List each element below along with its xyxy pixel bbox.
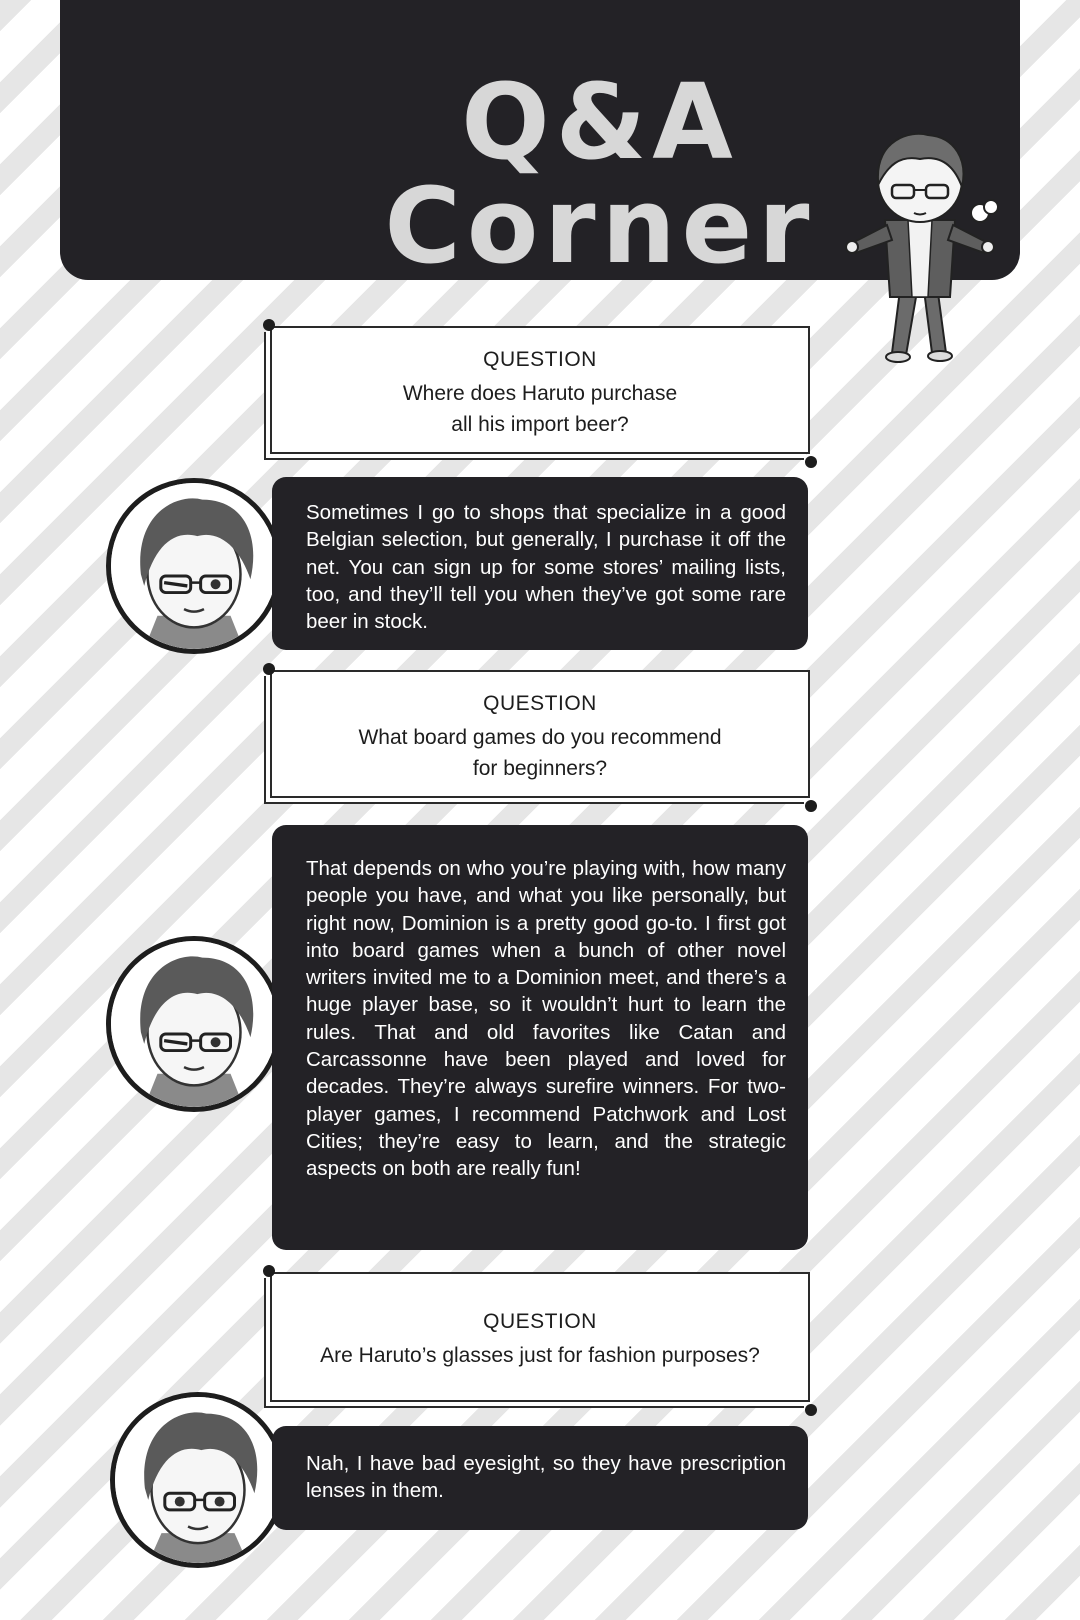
question-box-1 — [270, 326, 810, 454]
answer-box-1 — [272, 477, 808, 650]
chibi-character-illustration — [840, 125, 1000, 375]
question-box-2 — [270, 670, 810, 798]
question-box-3 — [270, 1272, 810, 1402]
answer-box-2 — [272, 825, 808, 1250]
haruto-avatar-winking — [106, 936, 282, 1112]
title-line-2: Corner — [384, 165, 816, 287]
answer-box-3 — [272, 1426, 808, 1530]
answer-text: That depends on who you’re playing with, how many people you have, and what you like personally, but right now, Dominion is a pretty good go-to. I first got into board games when a bunch of other novel writers invited me to a Dominion meet, and there’s a huge player base, so it wouldn’t hurt to learn the rules. That and old favorites like Catan and Carcassonne have been played and loved for decades. They’re always surefire winners. For two-player games, I recommend Patchwork and Lost Cities; they’re easy to learn, and the strategic aspects on both are really fun! — [306, 857, 786, 1181]
answer-text: Nah, I have bad eyesight, so they have prescription lenses in them. — [306, 1452, 786, 1503]
page-title — [350, 61, 850, 287]
question-text: What board games do you recommend for beginners? — [358, 726, 722, 780]
haruto-avatar-winking — [106, 478, 282, 654]
question-label: QUESTION — [483, 348, 597, 371]
question-text: Where does Haruto purchase all his import beer? — [402, 382, 678, 436]
question-label: QUESTION — [483, 1310, 597, 1333]
question-text: Are Haruto’s glasses just for fashion purposes? — [320, 1344, 760, 1367]
answer-text: Sometimes I go to shops that specialize in a good Belgian selection, but generally, I purchase it off the net. You can sign up for some stores’ mailing lists, too, and they’ll tell you when they’ve got some rare beer in stock. — [306, 501, 786, 634]
haruto-avatar-smiling — [110, 1392, 286, 1568]
question-label: QUESTION — [483, 692, 597, 715]
title-line-1: Q&A — [461, 61, 739, 183]
